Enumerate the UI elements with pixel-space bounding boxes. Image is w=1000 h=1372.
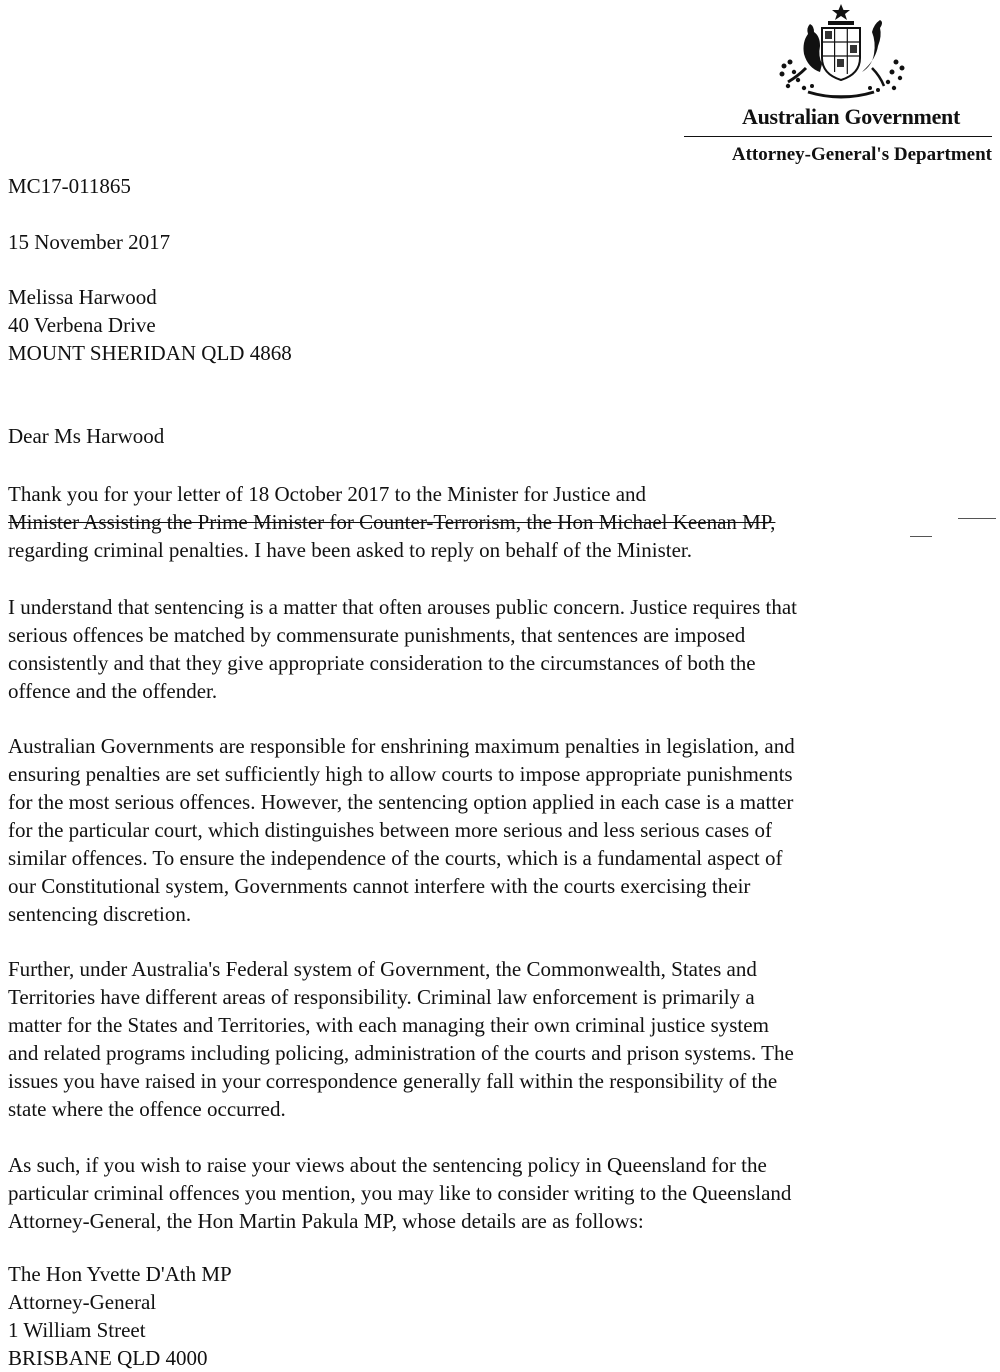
contact-address <box>8 1260 232 1372</box>
contact-locality: BRISBANE QLD 4000 <box>8 1346 208 1370</box>
paragraph-line: state where the offence occurred. <box>8 1097 286 1121</box>
paragraph-line: matter for the States and Territories, with each managing their own criminal justice system <box>8 1013 769 1037</box>
paragraph-line: ensuring penalties are set sufficiently high to allow courts to impose appropriate punishments <box>8 762 793 786</box>
recipient-locality: MOUNT SHERIDAN QLD 4868 <box>8 341 292 365</box>
paragraph-line: consistently and that they give appropriate consideration to the circumstances of both the <box>8 651 756 675</box>
paragraph-line: for the most serious offences. However, the sentencing option applied in each case is a matter <box>8 790 794 814</box>
paragraph <box>8 732 795 928</box>
paragraph-line: I understand that sentencing is a matter that often arouses public concern. Justice requires that <box>8 595 797 619</box>
letter-date: 15 November 2017 <box>8 230 171 254</box>
recipient-street: 40 Verbena Drive <box>8 313 156 337</box>
paragraph-line: Thank you for your letter of 18 October 2017 to the Minister for Justice and <box>8 482 647 506</box>
paragraph-line: for the particular court, which distinguishes between more serious and less serious cases of <box>8 818 772 842</box>
paragraph-line: our Constitutional system, Governments cannot interfere with the courts exercising their <box>8 874 751 898</box>
reference-number: MC17-011865 <box>8 174 131 198</box>
department-name: Attorney-General's Department <box>731 144 992 165</box>
letterhead-divider <box>684 136 992 137</box>
coat-of-arms-icon <box>768 2 914 102</box>
paragraph <box>8 955 794 1123</box>
paragraph <box>8 1151 791 1235</box>
paragraph-line: Further, under Australia's Federal system of Government, the Commonwealth, States and <box>8 957 757 981</box>
paragraph-line: Territories have different areas of responsibility. Criminal law enforcement is primarily a <box>8 985 755 1009</box>
paragraph-line: sentencing discretion. <box>8 902 192 926</box>
paragraph-line: As such, if you wish to raise your views about the sentencing policy in Queensland for the <box>8 1153 767 1177</box>
paragraph-line: offence and the offender. <box>8 679 218 703</box>
paragraph-line: Minister Assisting the Prime Minister for Counter-Terrorism, the Hon Michael Keenan MP, <box>8 510 776 534</box>
paragraph <box>8 593 797 705</box>
paragraph-line: Attorney-General, the Hon Martin Pakula MP, whose details are as follows: <box>8 1209 644 1233</box>
paragraph-line: similar offences. To ensure the independence of the courts, which is a fundamental aspect of <box>8 846 783 870</box>
paragraph-line: and related programs including policing, administration of the courts and prison systems. The <box>8 1041 794 1065</box>
paragraph-line: regarding criminal penalties. I have been asked to reply on behalf of the Minister. <box>8 538 693 562</box>
paragraph <box>8 480 775 564</box>
recipient-address <box>8 283 292 367</box>
paragraph-line: Australian Governments are responsible for enshrining maximum penalties in legislation, and <box>8 734 795 758</box>
contact-street: 1 William Street <box>8 1318 146 1342</box>
margin-mark <box>958 518 996 519</box>
paragraph-line: serious offences be matched by commensurate punishments, that sentences are imposed <box>8 623 746 647</box>
contact-title: Attorney-General <box>8 1290 157 1314</box>
government-name: Australian Government <box>742 104 960 129</box>
salutation: Dear Ms Harwood <box>8 424 165 448</box>
paragraph-line: issues you have raised in your correspondence generally fall within the responsibility of the <box>8 1069 778 1093</box>
paragraph-line: particular criminal offences you mention, you may like to consider writing to the Queensland <box>8 1181 792 1205</box>
recipient-name: Melissa Harwood <box>8 285 157 309</box>
contact-name: The Hon Yvette D'Ath MP <box>8 1262 232 1286</box>
strike-tail <box>910 536 932 537</box>
